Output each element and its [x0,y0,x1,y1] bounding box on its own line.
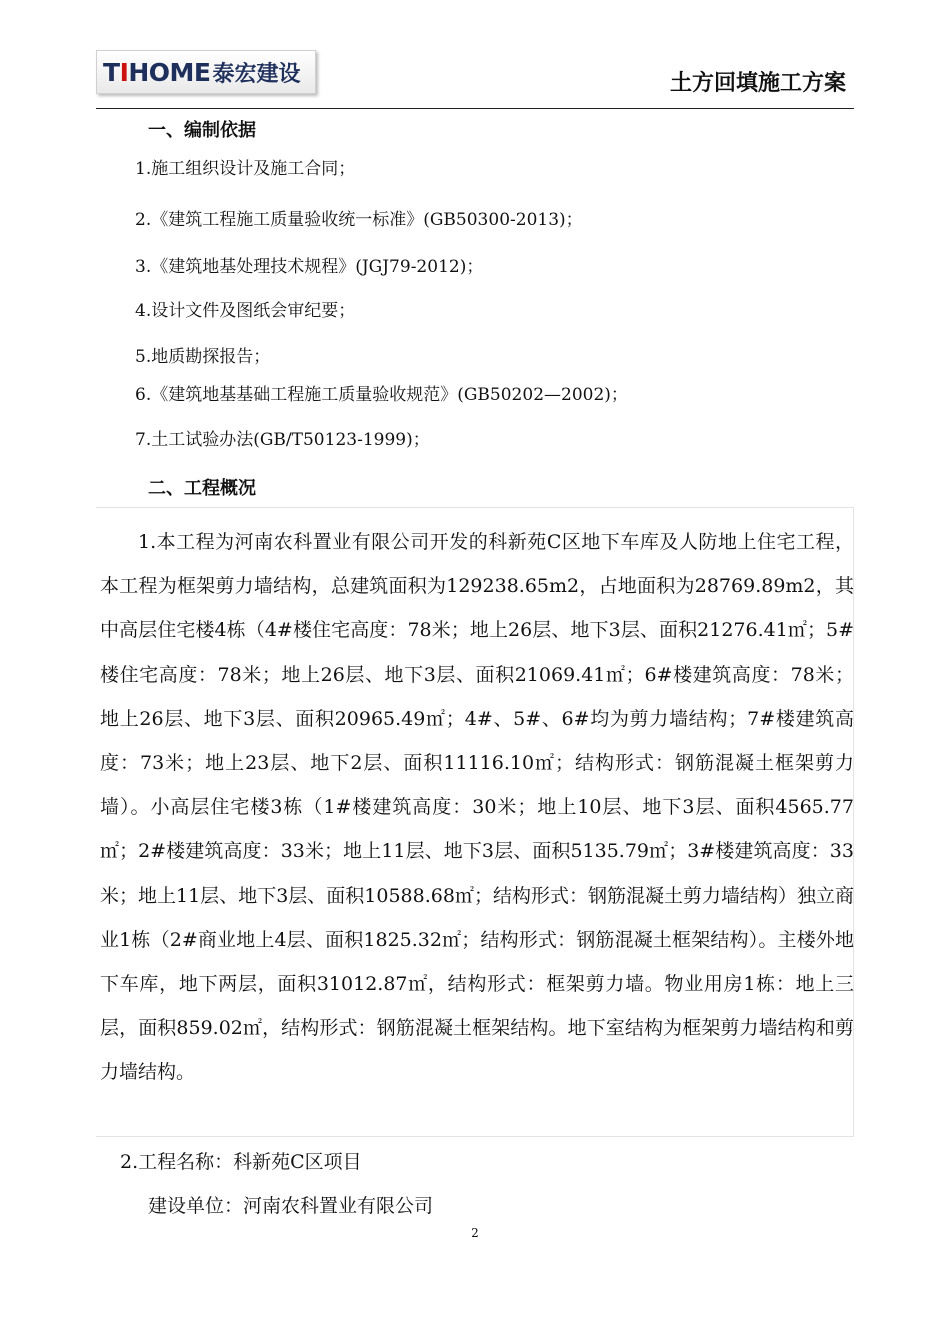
page-number: 2 [471,1226,479,1240]
owner-unit: 建设单位：河南农科置业有限公司 [148,1195,434,1217]
company-logo [96,50,316,94]
section1-heading: 一、编制依据 [148,120,256,141]
section2-heading: 二、工程概况 [148,478,256,499]
basis-item-1: 1.施工组织设计及施工合同； [135,159,356,179]
basis-item-3: 3.《建筑地基处理技术规程》(JGJ79-2012)； [135,257,484,277]
basis-item-6: 6.《建筑地基基础工程施工质量验收规范》(GB50202—2002)； [135,385,628,405]
project-name: 2.工程名称：科新苑C区项目 [120,1151,362,1173]
basis-item-5: 5.地质勘探报告； [135,347,271,367]
basis-item-7: 7.土工试验办法(GB/T50123-1999)； [135,430,430,450]
basis-item-2: 2.《建筑工程施工质量验收统一标准》(GB50300-2013)； [135,210,583,230]
document-title: 土方回填施工方案 [669,71,846,96]
basis-item-4: 4.设计文件及图纸会审纪要； [135,301,356,321]
logo-brand: TIHOME [103,57,211,87]
logo-chinese-name: 泰宏建设 [212,61,301,87]
overview-paragraph: 1.本工程为河南农科置业有限公司开发的科新苑C区地下车库及人防地上住宅工程，本工程为框架剪力墙结构，总建筑面积为129238.65m2，占地面积为28769.89m2，其中高层住宅楼4栋（4#楼住宅高度：78米；地上26层、地下3层、面积21276.41㎡；5#楼住宅高度：78米；地上26层、地下3层、面积21069.41㎡；6#楼建筑高度：78米；地上26层、地下3层、面积20965.49㎡；4#、5#、6#均为剪力墙结构；7#楼建筑高度：73米；地上23层、地下2层、面积11116.10㎡；结构形式：钢筋混凝土框架剪力墙）。小高层住宅楼3栋（1#楼建筑高度：30米；地上10层、地下3层、面积4565.77㎡；2#楼建筑高度：33米；地上11层、地下3层、面积5135.79㎡；3#楼建筑高度：33米；地上11层、地下3层、面积10588.68㎡；结构形式：钢筋混凝土剪力墙结构）独立商业1栋（2#商业地上4层、面积1825.32㎡；结构形式：钢筋混凝土框架结构）。主楼外地下车库，地下两层，面积31012.87㎡，结构形式：框架剪力墙。物业用房1栋：地上三层，面积859.02㎡，结构形式：钢筋混凝土框架结构。地下室结构为框架剪力墙结构和剪力墙结构。 [100,531,854,1084]
page-header [96,46,854,109]
